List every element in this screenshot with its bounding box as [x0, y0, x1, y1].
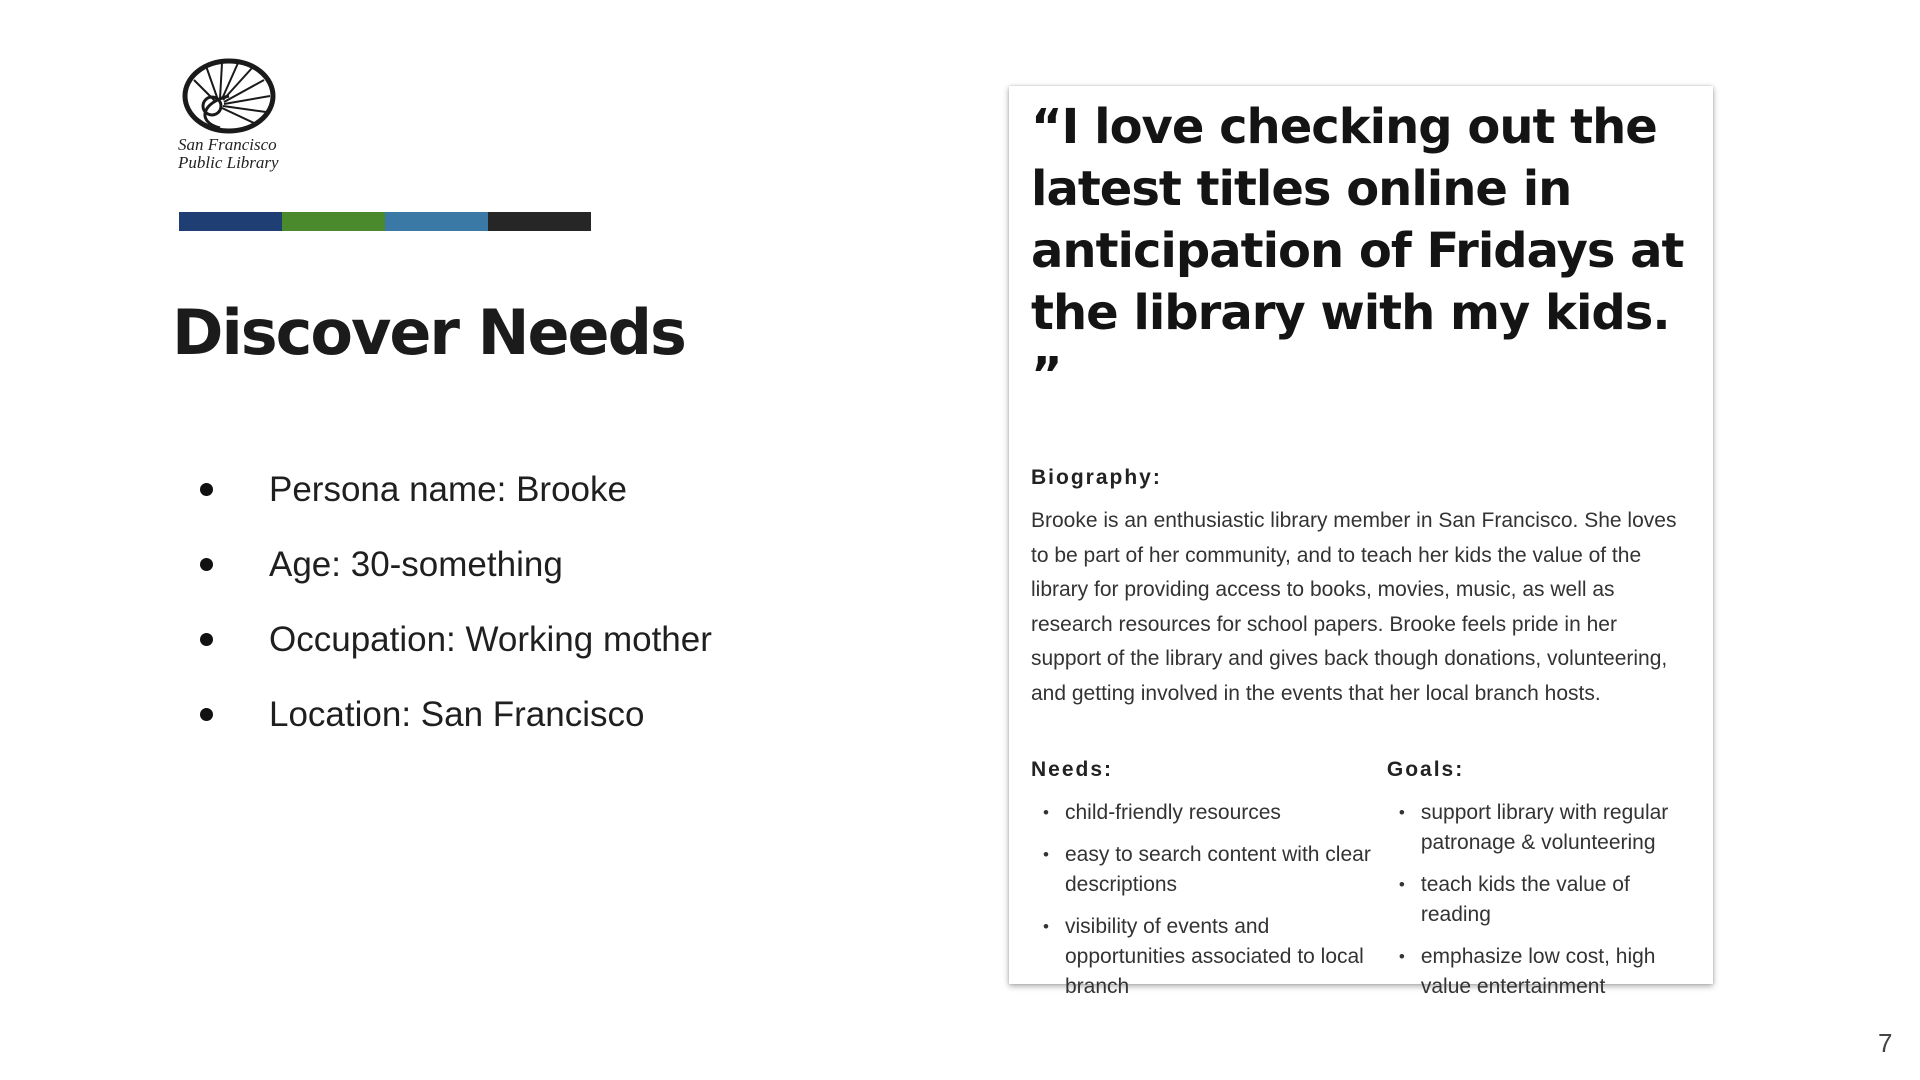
persona-name: Persona name: Brooke — [269, 469, 627, 509]
bullet-icon — [200, 558, 213, 571]
needs-section — [1031, 758, 1387, 1014]
needs-heading: Needs: — [1031, 757, 1114, 781]
bullet-icon — [200, 708, 213, 721]
list-item: • child-friendly resources — [1031, 798, 1387, 828]
slide-title: Discover Needs — [172, 296, 685, 369]
nautilus-shell-icon — [182, 58, 276, 134]
color-stripe — [179, 212, 591, 231]
persona-card — [1009, 86, 1713, 998]
persona-facts — [200, 452, 712, 752]
list-item — [200, 677, 712, 752]
page-number: 7 — [1878, 1028, 1893, 1058]
persona-occupation: Occupation: Working mother — [269, 619, 712, 659]
list-item: • visibility of events and opportunities associated to local branch — [1031, 912, 1387, 1002]
list-item: • support library with regular patronage & volunteering — [1387, 798, 1695, 858]
goals-section — [1387, 758, 1695, 1014]
biography-heading: Biography: — [1031, 466, 1162, 489]
stripe-segment — [179, 212, 282, 231]
stripe-segment — [282, 212, 385, 231]
stripe-segment — [385, 212, 488, 231]
list-item — [200, 452, 712, 527]
logo-line-1: San Francisco — [178, 135, 277, 154]
persona-quote: “I love checking out the latest titles online in anticipation of Fridays at the library with my kids. ” — [1031, 99, 1684, 403]
stripe-segment — [488, 212, 591, 231]
bullet-icon — [200, 633, 213, 646]
list-item: • emphasize low cost, high value entertainment — [1387, 942, 1695, 1002]
sfpl-logo — [178, 58, 288, 172]
bullet-icon — [200, 483, 213, 496]
list-item: • teach kids the value of reading — [1387, 870, 1695, 930]
goals-heading: Goals: — [1386, 757, 1465, 781]
logo-line-2: Public Library — [178, 153, 279, 172]
persona-age: Age: 30-something — [269, 544, 563, 584]
list-item — [200, 602, 712, 677]
list-item — [200, 527, 712, 602]
persona-location: Location: San Francisco — [269, 694, 645, 734]
list-item: • easy to search content with clear descriptions — [1031, 840, 1387, 900]
biography-text: Brooke is an enthusiastic library member in San Francisco. She loves to be part of her community, and to teach her kids the value of the library for providing access to books, movies, music, as well as research resources for school papers. Brooke feels pride in her support of the library and gives back though donations, volunteering, and getting involved in the events that her local branch hosts. — [1031, 509, 1677, 705]
